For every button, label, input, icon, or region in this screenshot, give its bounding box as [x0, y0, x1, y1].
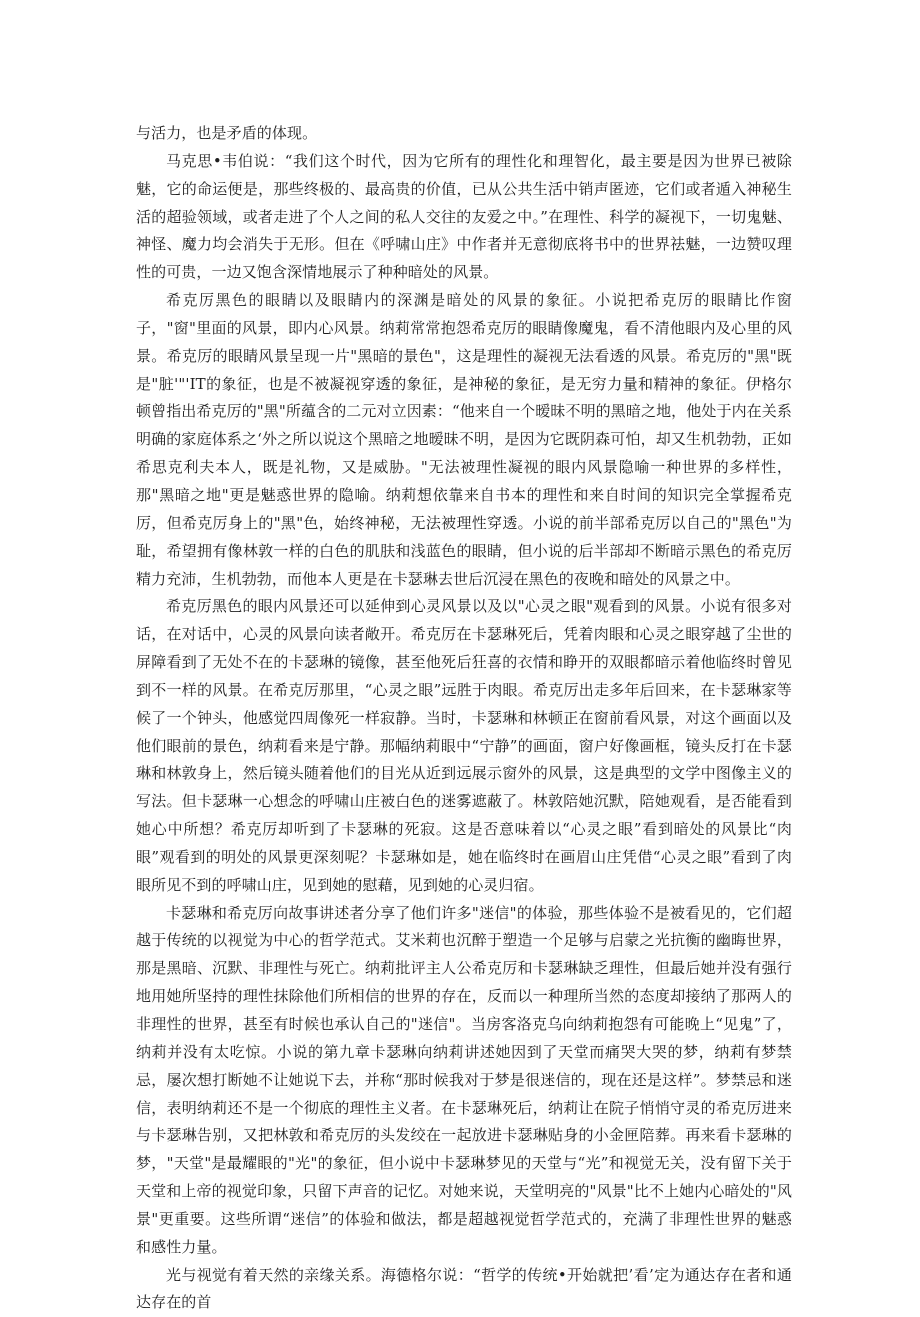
body-text: [136, 120, 792, 1317]
paragraph-inner-landscape: 希克厉黑色的眼内风景还可以延伸到心灵风景以及以"心灵之眼"观看到的风景。小说有很多对话，在对话中，心灵的风景向读者敞开。希克厉在卡瑟琳死后，凭着肉眼和心灵之眼穿越了尘世的屏障看到了无处不在的卡瑟琳的镜像，甚至他死后狂喜的衣情和睁开的双眼都暗示着他临终时曾见到不一样的风景。在希克厉那里，“心灵之眼”远胜于肉眼。希克厉出走多年后回来，在卡瑟琳家等候了一个钟头，他感觉四周像死一样寂静。当时，卡瑟琳和林顿正在窗前看风景，对这个画面以及他们眼前的景色，纳莉看来是宁静。那幅纳莉眼中“宁静”的画面，窗户好像画框，镜头反打在卡瑟琳和林敦身上，然后镜头随着他们的目光从近到远展示窗外的风景，这是典型的文学中图像主义的写法。但卡瑟琳一心想念的呼啸山庄被白色的迷雾遮蔽了。林敦陪她沉默，陪她观看，是否能看到她心中所想？希克厉却听到了卡瑟琳的死寂。这是否意味着以“心灵之眼”看到暗处的风景比“肉眼”观看到的明处的风景更深刻呢？卡瑟琳如是，她在临终时在画眉山庄凭借“心灵之眼”看到了肉眼所见不到的呼啸山庄，见到她的慰藉，见到她的心灵归宿。: [136, 597, 792, 894]
paragraph-weber-quote: 马克思•韦伯说：“我们这个时代，因为它所有的理性化和理智化，最主要是因为世界已被除魅，它的命运便是，那些终极的、最高贵的价值，已从公共生活中销声匿迹，它们或者遁入神秘生活的超验领域，或者走进了个人之间的私人交往的友爱之中。”在理性、科学的凝视下，一切鬼魅、神怪、魔力均会消失于无形。但在《呼啸山庄》中作者并无意彻底将书中的世界祛魅，一边赞叹理性的可贵，一边又饱含深情地展示了种种暗处的风景。: [136, 151, 792, 282]
paragraph-heathcliff-eyes: 希克厉黑色的眼睛以及眼睛内的深渊是暗处的风景的象征。小说把希克厉的眼睛比作窗子，"窗"里面的风景，即内心风景。纳莉常常抱怨希克厉的眼睛像魔鬼，看不清他眼内及心里的风景。希克厉的眼睛风景呈现一片"黑暗的景色"，这是理性的凝视无法看透的风景。希克厉的"黑"既是"脏'"'IT的象征，也是不被凝视穿透的象征，是神秘的象征，是无穷力量和精神的象征。伊格尔顿曾指出希克厉的"黑"所蕴含的二元对立因素：“他来自一个暧昧不明的黑暗之地，他处于内在关系明确的家庭体系之‘外之所以说这个黑暗之地暧昧不明，是因为它既阴森可怕，却又生机勃勃，正如希思克利夫本人，既是礼物，又是威胁。"无法被理性凝视的眼内风景隐喻一种世界的多样性，那"黑暗之地"更是魅惑世界的隐喻。纳莉想依靠来自书本的理性和来自时间的知识完全掌握希克厉，但希克厉身上的"黑"色，始终神秘，无法被理性穿透。小说的前半部希克厉以自己的"黑色"为耻，希望拥有像林敦一样的白色的肌肤和浅蓝色的眼睛，但小说的后半部却不断暗示黑色的希克厉精力充沛，生机勃勃，而他本人更是在卡瑟琳去世后沉浸在黑色的夜晚和暗处的风景之中。: [136, 291, 792, 588]
paragraph-light-vision: 光与视觉有着天然的亲缘关系。海德格尔说：“哲学的传统•开始就把’看’定为通达存在者和通达存在的首: [136, 1265, 792, 1312]
paragraph-continuation: 与活力，也是矛盾的体现。: [136, 124, 318, 142]
paragraph-superstition: 卡瑟琳和希克厉向故事讲述者分享了他们许多"迷信"的体验，那些体验不是被看见的，它们超越于传统的以视觉为中心的哲学范式。艾米莉也沉醉于塑造一个足够与启蒙之光抗衡的幽晦世界，那是黑暗、沉默、非理性与死亡。纳莉批评主人公希克厉和卡瑟琳缺乏理性，但最后她并没有强行地用她所坚持的理性抹除他们所相信的世界的存在，反而以一种理所当然的态度却接纳了那两人的非理性的世界，甚至有时候也承认自己的"迷信"。当房客洛克乌向纳莉抱怨有可能晚上“见鬼”了，纳莉并没有太吃惊。小说的第九章卡瑟琳向纳莉讲述她因到了天堂而痛哭大哭的梦，纳莉有梦禁忌，屡次想打断她不让她说下去，并称“那时候我对于梦是很迷信的，现在还是这样”。梦禁忌和迷信，表明纳莉还不是一个彻底的理性主义者。在卡瑟琳死后，纳莉让在院子悄悄守灵的希克厉进来与卡瑟琳告别，又把林敦和希克厉的头发绞在一起放进卡瑟琳贴身的小金匣陪葬。再来看卡瑟琳的梦，"天堂"是最耀眼的"光"的象征，但小说中卡瑟琳梦见的天堂与“光”和视觉无关，没有留下关于天堂和上帝的视觉印象，只留下声音的记忆。对她来说，天堂明亮的"风景"比不上她内心暗处的"风景"更重要。这些所谓“迷信”的体验和做法，都是超越视觉哲学范式的，充满了非理性世界的魅惑和感性力量。: [136, 903, 792, 1256]
